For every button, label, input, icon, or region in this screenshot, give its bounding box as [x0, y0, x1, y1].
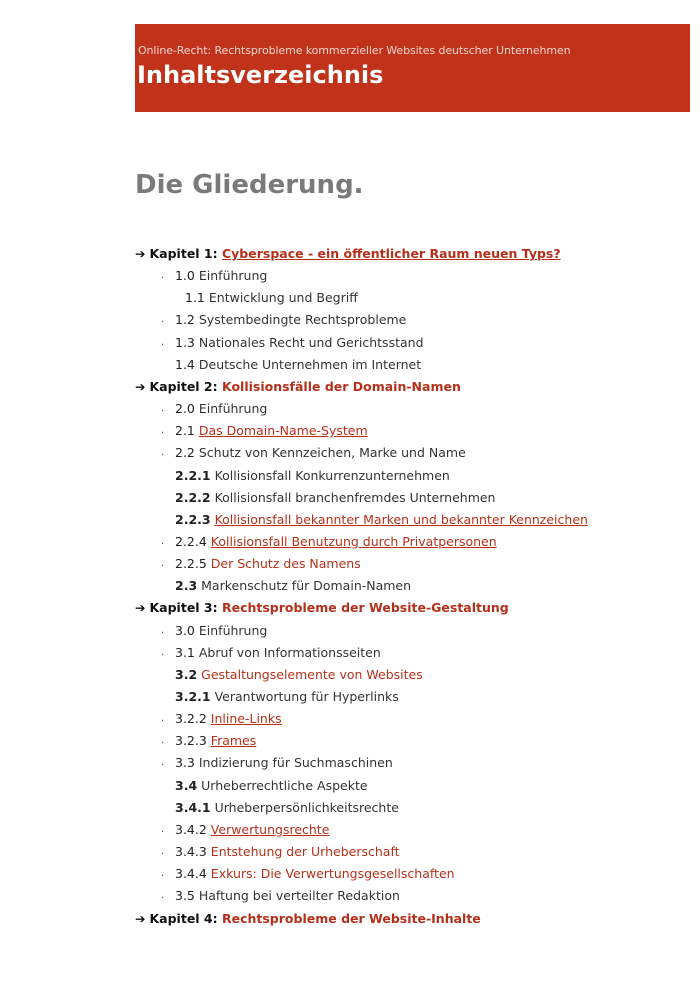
toc-item — [161, 399, 268, 419]
section-number: 1.0 — [175, 268, 195, 284]
arrow-right-icon: ➔ — [135, 378, 146, 394]
section-title-link[interactable]: Markenschutz für Domain-Namen — [201, 578, 412, 594]
toc-item — [161, 621, 268, 641]
bullet-icon: . — [161, 336, 165, 348]
toc-item — [161, 709, 282, 729]
header-banner — [135, 24, 690, 112]
bullet-icon: . — [161, 425, 165, 437]
arrow-right-icon: ➔ — [135, 600, 146, 616]
toc-item — [161, 554, 361, 574]
toc-item — [175, 687, 399, 707]
toc-chapter — [135, 244, 561, 264]
toc-item — [161, 886, 400, 906]
arrow-right-icon: ➔ — [135, 246, 146, 261]
section-title-link[interactable]: Inline-Links — [210, 711, 282, 727]
toc-item — [175, 488, 495, 508]
toc-item — [175, 466, 450, 486]
toc-item — [161, 731, 257, 751]
toc-chapter — [135, 909, 481, 929]
section-title-link[interactable]: Das Domain-Name-System — [198, 423, 368, 439]
toc-item — [161, 864, 455, 884]
bullet-icon: . — [161, 757, 165, 769]
bullet-icon: . — [161, 403, 165, 415]
section-title-link[interactable]: Entstehung der Urheberschaft — [210, 844, 400, 860]
chapter-label: Kapitel 3: — [149, 600, 222, 616]
section-number: 3.4.2 — [175, 821, 207, 837]
toc-chapter — [135, 598, 509, 618]
section-title-link[interactable]: Frames — [210, 733, 257, 749]
section-title-link[interactable]: Nationales Recht und Gerichtsstand — [198, 334, 424, 350]
bullet-icon: . — [161, 890, 165, 902]
chapter-title-link[interactable]: Kollisionsfälle der Domain-Namen — [221, 378, 461, 394]
toc-item — [161, 266, 268, 286]
toc-chapter — [135, 377, 461, 397]
section-number: 3.2 — [175, 666, 198, 682]
chapter-title-link[interactable]: Rechtsprobleme der Website-Inhalte — [221, 910, 481, 926]
bullet-icon: . — [161, 314, 165, 326]
section-title-link[interactable]: Einführung — [198, 401, 268, 417]
bullet-icon: . — [161, 646, 165, 658]
section-title-link[interactable]: Urheberpersönlichkeitsrechte — [214, 799, 399, 815]
page-title: Die Gliederung. — [135, 170, 364, 200]
section-title-link[interactable]: Haftung bei verteilter Redaktion — [198, 888, 400, 904]
toc-item — [161, 310, 407, 330]
bullet-icon: . — [161, 447, 165, 459]
section-number: 2.0 — [175, 401, 195, 417]
section-number: 2.2.5 — [175, 556, 207, 572]
toc-item — [175, 510, 588, 530]
section-title-link[interactable]: Verantwortung für Hyperlinks — [214, 689, 399, 704]
section-title-link[interactable]: Gestaltungselemente von Websites — [201, 666, 423, 682]
section-title-link[interactable]: Deutsche Unternehmen im Internet — [198, 356, 422, 372]
section-number: 3.1 — [175, 644, 195, 660]
section-title-link[interactable]: Entwicklung und Begriff — [208, 290, 358, 306]
section-number: 2.1 — [175, 423, 195, 439]
section-title-link[interactable]: Urheberrechtliche Aspekte — [201, 777, 368, 793]
section-number: 3.4.1 — [175, 799, 211, 815]
section-number: 2.2.1 — [175, 467, 211, 483]
bullet-icon: . — [161, 624, 165, 636]
section-title-link[interactable]: Einführung — [198, 268, 268, 284]
chapter-label: Kapitel 4: — [149, 910, 222, 926]
toc-item — [161, 421, 368, 441]
chapter-title-link[interactable]: Rechtsprobleme der Website-Gestaltung — [221, 600, 509, 616]
section-title-link[interactable]: Exkurs: Die Verwertungsgesellschaften — [210, 866, 455, 882]
toc-item — [175, 776, 368, 796]
toc-item — [161, 753, 393, 773]
section-title-link[interactable]: Schutz von Kennzeichen, Marke und Name — [198, 445, 466, 461]
toc-item — [161, 333, 424, 353]
section-number: 1.4 — [175, 356, 195, 372]
section-number: 2.2 — [175, 445, 195, 461]
toc-item — [175, 576, 411, 596]
toc-item — [161, 842, 400, 862]
section-number: 2.2.3 — [175, 511, 211, 527]
section-number: 1.3 — [175, 334, 195, 350]
section-title-link[interactable]: Kollisionsfall Konkurrenzunternehmen — [214, 467, 450, 483]
section-number: 2.2.4 — [175, 533, 207, 549]
section-number: 3.4.3 — [175, 844, 207, 860]
bullet-icon: . — [161, 846, 165, 858]
toc-item — [161, 820, 330, 840]
section-title-link[interactable]: Kollisionsfall bekannter Marken und bekannter Kennzeichen — [214, 511, 588, 527]
section-title-link[interactable]: Systembedingte Rechtsprobleme — [198, 312, 407, 328]
bullet-icon: . — [161, 270, 165, 282]
bullet-icon: . — [161, 735, 165, 747]
bullet-icon: . — [161, 558, 165, 570]
bullet-icon: . — [161, 713, 165, 725]
section-title-link[interactable]: Einführung — [198, 622, 268, 638]
section-title-link[interactable]: Indizierung für Suchmaschinen — [198, 755, 393, 771]
section-number: 3.4 — [175, 777, 198, 793]
arrow-right-icon: ➔ — [135, 910, 146, 926]
section-title-link[interactable]: Abruf von Informationsseiten — [198, 644, 381, 660]
toc-item — [175, 665, 423, 685]
section-number: 3.2.3 — [175, 733, 207, 749]
section-number: 2.3 — [175, 578, 198, 594]
toc-item — [175, 798, 399, 818]
toc-item — [175, 355, 421, 375]
bullet-icon: . — [161, 535, 165, 547]
header-title: Inhaltsverzeichnis — [137, 61, 384, 89]
chapter-label: Kapitel 2: — [149, 378, 222, 394]
section-number: 3.2.1 — [175, 689, 211, 704]
header-subtitle: Online-Recht: Rechtsprobleme kommerzieller Websites deutscher Unternehmen — [138, 44, 571, 57]
section-number: 3.0 — [175, 622, 195, 638]
section-number: 3.5 — [175, 888, 195, 904]
toc-item — [161, 643, 381, 663]
section-number: 3.4.4 — [175, 866, 207, 882]
bullet-icon: . — [161, 868, 165, 880]
section-number: 2.2.2 — [175, 489, 211, 505]
toc-item — [161, 532, 497, 552]
toc-item — [161, 443, 466, 463]
chapter-label: Kapitel 1: — [149, 246, 222, 261]
section-title-link[interactable]: Verwertungsrechte — [210, 821, 330, 837]
section-title-link[interactable]: Kollisionsfall branchenfremdes Unternehmen — [214, 489, 496, 505]
section-number: 1.1 — [185, 290, 205, 306]
toc-item — [185, 288, 358, 308]
chapter-title-link[interactable]: Cyberspace - ein öffentlicher Raum neuen Typs? — [221, 246, 561, 261]
section-number: 1.2 — [175, 312, 195, 328]
section-title-link[interactable]: Kollisionsfall Benutzung durch Privatpersonen — [210, 533, 497, 549]
section-number: 3.3 — [175, 755, 195, 771]
section-number: 3.2.2 — [175, 711, 207, 727]
bullet-icon: . — [161, 823, 165, 835]
section-title-link[interactable]: Der Schutz des Namens — [210, 556, 361, 572]
